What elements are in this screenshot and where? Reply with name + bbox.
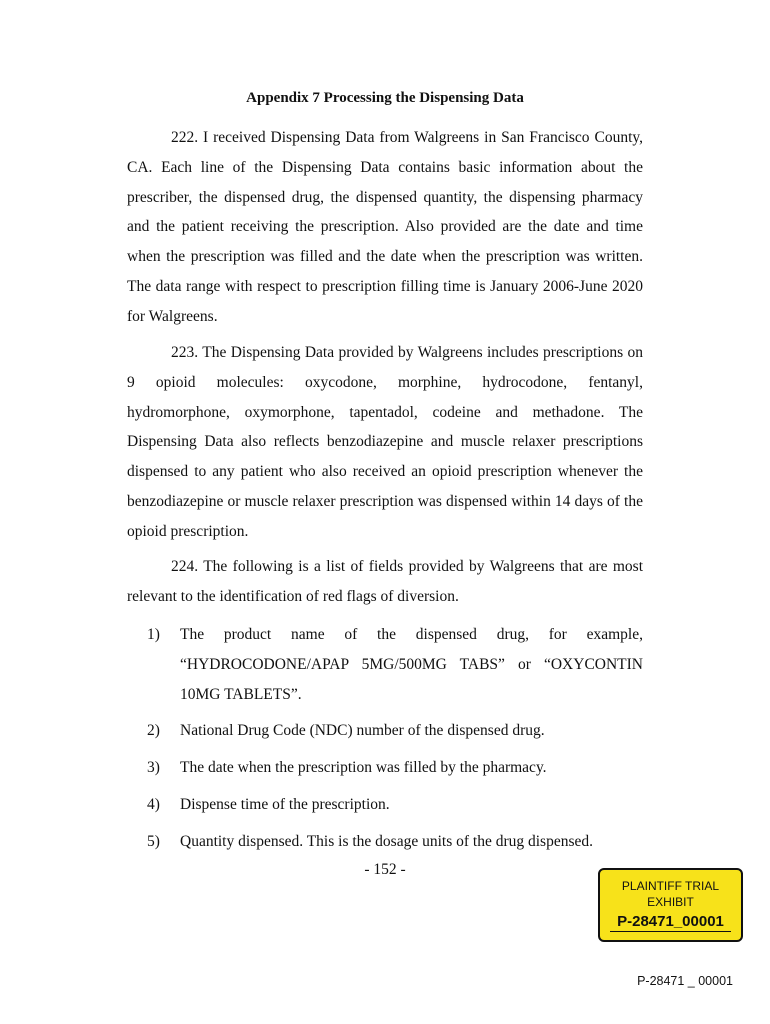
list-item-number: 4) (147, 795, 160, 813)
list-item (127, 620, 643, 709)
list-item-text: Dispense time of the prescription. (180, 795, 390, 813)
list-item-number: 3) (147, 759, 160, 777)
list-item-number: 2) (147, 722, 160, 740)
footer-bates-number: P-28471 _ 00001 (637, 974, 733, 988)
exhibit-sticker (598, 868, 743, 942)
list-item-text: The product name of the dispensed drug, for example, “HYDROCODONE/APAP 5MG/500MG TABS” or “OXYCONTIN 10MG TABLETS”. (180, 626, 643, 703)
paragraph-222: 222. I received Dispensing Data from Walgreens in San Francisco County, CA. Each line of the Dispensing Data contains basic information about the prescriber, the dispensed drug, the dispensed quantity, the dispensing pharmacy and the patient receiving the prescription. Also provided are the date and time when the prescription was filled and the date when the prescription was written. The data range with respect to prescription filling time is January 2006-June 2020 for Walgreens. (127, 129, 643, 325)
list-item-text: Quantity dispensed. This is the dosage units of the drug dispensed. (180, 832, 593, 850)
paragraph-224: 224. The following is a list of fields provided by Walgreens that are most relevant to the identification of red flags of diversion. (127, 558, 643, 605)
list-item (127, 790, 643, 820)
list-item-number: 1) (147, 626, 160, 643)
list-item-text: The date when the prescription was filled by the pharmacy. (180, 759, 547, 777)
paragraph-223: 223. The Dispensing Data provided by Walgreens includes prescriptions on 9 opioid molecules: oxycodone, morphine, hydrocodone, fentanyl, hydromorphone, oxymorphone, tapentadol, codeine and methadone. The Dispensing Data also reflects benzodiazepine and muscle relaxer prescriptions dispensed to any patient who also received an opioid prescription whenever the benzodiazepine or muscle relaxer prescription was dispensed within 14 days of the opioid prescription. (127, 344, 643, 540)
list-item (127, 753, 643, 783)
exhibit-sticker-id: P-28471_00001 (610, 913, 731, 932)
page-title: Appendix 7 Processing the Dispensing Data (246, 90, 524, 106)
exhibit-sticker-line1: PLAINTIFF TRIAL (621, 879, 720, 893)
list-item (127, 716, 643, 746)
list-item-number: 5) (147, 832, 160, 850)
list-item (127, 827, 643, 857)
list-item-text: National Drug Code (NDC) number of the dispensed drug. (180, 722, 545, 740)
exhibit-sticker-line2: EXHIBIT (647, 895, 694, 909)
fields-list (127, 620, 643, 864)
page-number: - 152 - (364, 861, 406, 878)
